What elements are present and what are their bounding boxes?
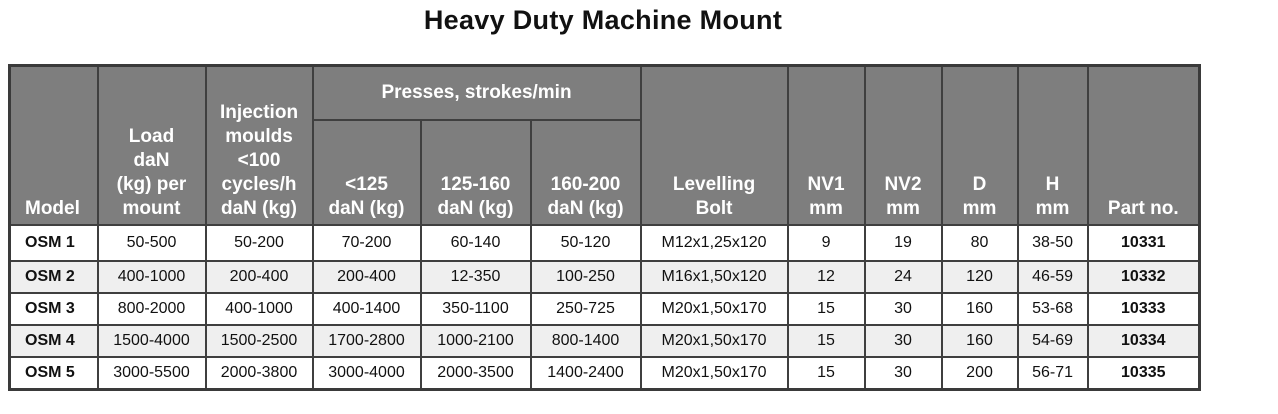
header-press-125 [313, 120, 421, 225]
cell-injection: 1500-2500 [206, 325, 313, 357]
header-press-125-line: <125 [345, 174, 388, 195]
header-nv2-line: NV2 [884, 174, 922, 195]
header-nv1-line: NV1 [807, 174, 845, 195]
table-row [10, 293, 1200, 325]
header-nv1-line: mm [809, 198, 843, 219]
cell-model: OSM 3 [10, 293, 98, 325]
cell-nv2: 30 [865, 325, 942, 357]
cell-nv1: 15 [788, 357, 865, 390]
header-load-line: Load [128, 126, 175, 147]
cell-d: 80 [942, 225, 1018, 261]
table-row [10, 357, 1200, 390]
cell-injection: 400-1000 [206, 293, 313, 325]
cell-press-160-200: 50-120 [531, 225, 641, 261]
machine-mount-table [8, 64, 1201, 391]
header-model: Model [10, 66, 98, 226]
cell-levelling-bolt: M20x1,50x170 [641, 293, 788, 325]
cell-load: 800-2000 [98, 293, 206, 325]
cell-nv1: 15 [788, 325, 865, 357]
cell-d: 160 [942, 293, 1018, 325]
cell-press-125: 3000-4000 [313, 357, 421, 390]
header-part-no: Part no. [1088, 66, 1200, 226]
header-nv2-line: mm [886, 198, 920, 219]
cell-press-125-160: 1000-2100 [421, 325, 531, 357]
cell-press-125: 200-400 [313, 261, 421, 293]
cell-h: 38-50 [1018, 225, 1088, 261]
cell-levelling-bolt: M16x1,50x120 [641, 261, 788, 293]
cell-load: 50-500 [98, 225, 206, 261]
header-load-line: daN [133, 150, 170, 171]
cell-part-no: 10332 [1088, 261, 1200, 293]
cell-nv2: 30 [865, 357, 942, 390]
cell-press-125-160: 350-1100 [421, 293, 531, 325]
table-row [10, 225, 1200, 261]
cell-d: 200 [942, 357, 1018, 390]
cell-levelling-bolt: M20x1,50x170 [641, 357, 788, 390]
cell-part-no: 10335 [1088, 357, 1200, 390]
cell-levelling-bolt: M20x1,50x170 [641, 325, 788, 357]
header-injection [206, 66, 313, 226]
header-d [942, 66, 1018, 226]
header-press-160-line: daN (kg) [437, 198, 514, 219]
cell-press-160-200: 250-725 [531, 293, 641, 325]
cell-model: OSM 4 [10, 325, 98, 357]
header-load-line: (kg) per [116, 174, 187, 195]
table-row [10, 261, 1200, 293]
cell-press-160-200: 1400-2400 [531, 357, 641, 390]
header-injection-line: daN (kg) [221, 198, 297, 219]
cell-d: 160 [942, 325, 1018, 357]
header-nv1 [788, 66, 865, 226]
cell-h: 53-68 [1018, 293, 1088, 325]
cell-press-125: 1700-2800 [313, 325, 421, 357]
cell-press-160-200: 800-1400 [531, 325, 641, 357]
cell-nv1: 15 [788, 293, 865, 325]
cell-nv1: 12 [788, 261, 865, 293]
header-injection-line: Injection [219, 102, 299, 123]
cell-press-160-200: 100-250 [531, 261, 641, 293]
header-bolt-line: Levelling [672, 174, 756, 195]
header-injection-line: <100 [237, 150, 281, 171]
cell-h: 46-59 [1018, 261, 1088, 293]
cell-load: 400-1000 [98, 261, 206, 293]
cell-injection: 200-400 [206, 261, 313, 293]
table-row [10, 325, 1200, 357]
cell-load: 1500-4000 [98, 325, 206, 357]
header-presses-group: Presses, strokes/min [313, 66, 641, 121]
cell-press-125-160: 12-350 [421, 261, 531, 293]
header-d-line: mm [962, 198, 997, 219]
cell-model: OSM 1 [10, 225, 98, 261]
cell-h: 54-69 [1018, 325, 1088, 357]
cell-nv2: 24 [865, 261, 942, 293]
header-h [1018, 66, 1088, 226]
cell-model: OSM 2 [10, 261, 98, 293]
cell-part-no: 10333 [1088, 293, 1200, 325]
header-load-line: mount [122, 198, 181, 219]
cell-press-125-160: 60-140 [421, 225, 531, 261]
header-load [98, 66, 206, 226]
cell-part-no: 10331 [1088, 225, 1200, 261]
cell-h: 56-71 [1018, 357, 1088, 390]
header-press-160-200 [531, 120, 641, 225]
cell-injection: 50-200 [206, 225, 313, 261]
header-bolt-line: Bolt [695, 198, 733, 219]
header-levelling-bolt [641, 66, 788, 226]
cell-nv2: 19 [865, 225, 942, 261]
page-title: Heavy Duty Machine Mount [423, 5, 783, 35]
header-press-200-line: 160-200 [550, 174, 621, 195]
cell-nv2: 30 [865, 293, 942, 325]
cell-injection: 2000-3800 [206, 357, 313, 390]
cell-press-125-160: 2000-3500 [421, 357, 531, 390]
cell-d: 120 [942, 261, 1018, 293]
cell-press-125: 400-1400 [313, 293, 421, 325]
header-press-200-line: daN (kg) [547, 198, 624, 219]
header-injection-line: moulds [225, 126, 293, 147]
header-h-line: H [1045, 174, 1060, 195]
header-press-160-line: 125-160 [440, 174, 511, 195]
table-header-row-top [10, 66, 1200, 121]
header-press-125-160 [421, 120, 531, 225]
header-h-line: mm [1035, 198, 1070, 219]
cell-levelling-bolt: M12x1,25x120 [641, 225, 788, 261]
cell-load: 3000-5500 [98, 357, 206, 390]
header-d-line: D [972, 174, 987, 195]
header-press-125-line: daN (kg) [328, 198, 405, 219]
cell-model: OSM 5 [10, 357, 98, 390]
cell-press-125: 70-200 [313, 225, 421, 261]
cell-part-no: 10334 [1088, 325, 1200, 357]
cell-nv1: 9 [788, 225, 865, 261]
header-nv2 [865, 66, 942, 226]
header-injection-line: cycles/h [221, 174, 297, 195]
